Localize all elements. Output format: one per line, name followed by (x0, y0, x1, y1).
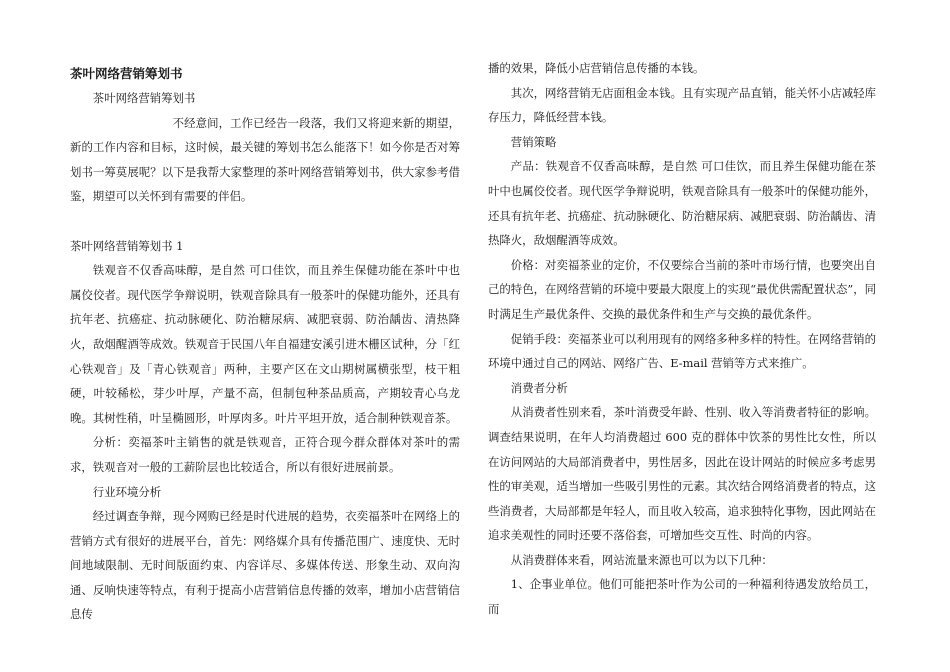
intro-paragraph: 不经意间，工作已经告一段落，我们又将迎来新的期望，新的工作内容和目标，这时候，最关键的筹划书怎么能落下！如今你是否对筹划书一筹莫展呢？以下是我帮大家整理的茶叶网络营销筹划书，供大家参考借鉴，期望可以关怀到有需要的伴侣。 (70, 115, 460, 204)
document-subtitle: 茶叶网络营销筹划书 (92, 91, 196, 105)
continuation-paragraph: 播的效果，降低小店营销信息传播的本钱。 (488, 61, 705, 75)
right-column (488, 56, 876, 622)
section-heading: 茶叶网络营销筹划书 1 (70, 238, 184, 253)
strategy-product-paragraph: 产品：铁观音不仅香高味醇，是自然 可口佳饮，而且养生保健功能在茶叶中也属佼佼者。现代医学争辩说明，铁观音除具有一般茶叶的保健功能外，还具有抗年老、抗癌症、抗动脉硬化、防治糖尿病、减肥衰弱、防治龋齿、清热降火，敌烟醒酒等成效。 (488, 159, 876, 248)
consumer-heading: 消费者分析 (510, 380, 568, 395)
group-item-1-paragraph: 1、企事业单位。他们可能把茶叶作为公司的一种福利待遇发放给员工，而 (488, 577, 876, 617)
product-paragraph: 铁观音不仅香高味醇，是自然 可口佳饮，而且养生保健功能在茶叶中也属佼佼者。现代医学争辩说明，铁观音除具有一般茶叶的保健功能外，还具有抗年老、抗癌症、抗动脉硬化、防治糖尿病、减肥衰弱、防治龋齿、清热降火，敌烟醒酒等成效。铁观音于民国八年自福建安溪引进木栅区试种，分「红心铁观音」及「青心铁观音」两种，主要产区在文山期树属横张型，枝干粗硬，叶较稀松，芽少叶厚，产量不高，但制包种茶品质高，产期较青心乌龙晚。其树性稍，叶呈椭圆形，叶厚肉多。叶片平坦开放，适合制种铁观音茶。 (70, 263, 460, 425)
price-paragraph: 价格：对奕福茶业的定价，不仅要综合当前的茶叶市场行情，也要突出自己的特色，在网络营销的环境中要最大限度上的实现“最优供需配置状态”，同时满足生产最优条件、交换的最优条件和生产与交换的最优条件。 (488, 257, 876, 321)
promotion-paragraph: 促销手段：奕福茶业可以利用现有的网络多种多样的特性。在网络营销的环境中通过自己的网站、网络广告、E-mail 营销等方式来推广。 (488, 331, 876, 371)
consumer-paragraph: 从消费者性别来看，茶叶消费受年龄、性别、收入等消费者特征的影响。调查结果说明，在年人均消费超过 600 克的群体中饮茶的男性比女性，所以在访问网站的大局部消费者中，男性居多，因此在设计网站的时候应多考虑男性的审美观，适当增加一些吸引男性的元素。其次结合网络消费者的特点，这些消费者，大局部都是年轻人，而且收入较高，追求独特化事物，因此网站在追求美观性的同时还要不落俗套，可增加些交互性、时尚的内容。 (488, 405, 876, 543)
consumer-groups-paragraph: 从消费群体来看，网站流量来源也可以为以下几种： (510, 552, 773, 567)
document-title: 茶叶网络营销筹划书 (70, 66, 183, 81)
paragraph-gap (70, 209, 460, 234)
left-column (70, 62, 460, 627)
analysis-paragraph: 分析：奕福茶叶主销售的就是铁观音，正符合现今群众群体对茶叶的需求，铁观音对一般的工薪阶层也比较适合，所以有很好进展前景。 (70, 435, 460, 474)
second-paragraph: 其次，网络营销无店面租金本钱。且有实现产品直销，能关怀小店减轻库存压力，降低经营本钱。 (488, 85, 876, 125)
industry-paragraph: 经过调查争辩，现今网购已经是时代进展的趋势，衣奕福茶叶在网络上的营销方式有很好的进展平台，首先：网络媒介具有传播范围广、速度快、无时间地域限制、无时间版面约束、内容详尽、多媒体传送、形象生动、双向沟通、反响快速等特点，有利于提高小店营销信息传播的效率，增加小店营销信息传 (70, 509, 460, 622)
strategy-heading: 营销策略 (510, 134, 557, 149)
industry-heading: 行业环境分析 (92, 484, 162, 499)
